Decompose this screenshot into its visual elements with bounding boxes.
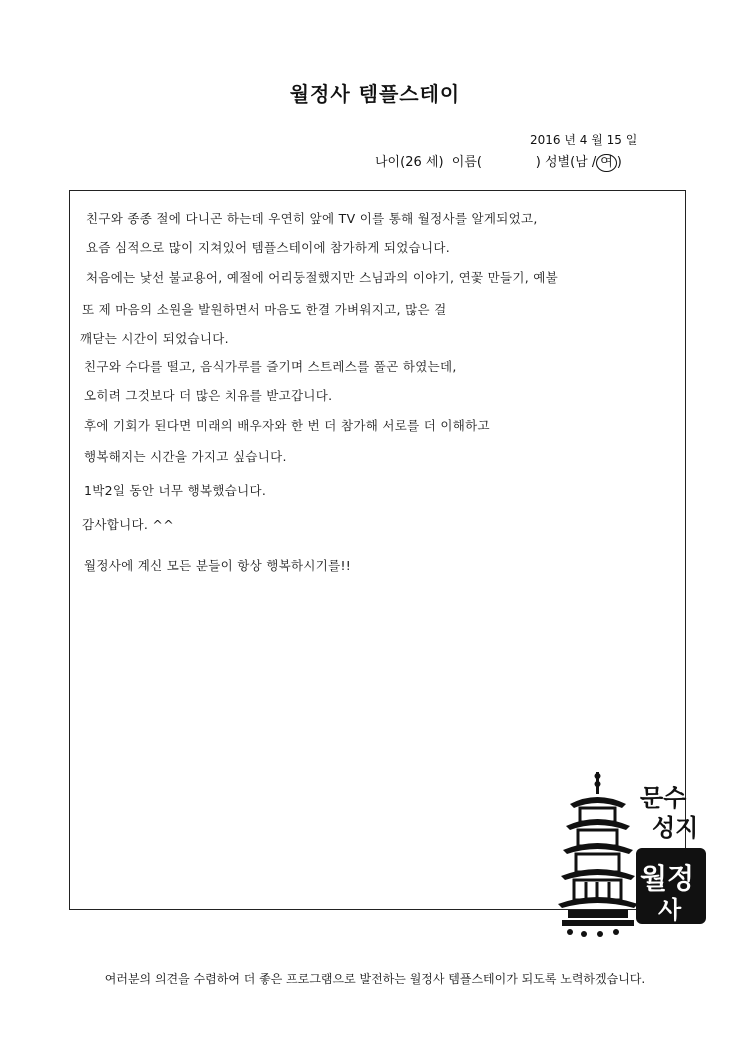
name-label: 이름(	[451, 155, 482, 170]
name-close: )	[535, 155, 541, 170]
letter-line: 행복해지는 시간을 가지고 싶습니다.	[84, 449, 287, 464]
seal-text-mid: 성지	[652, 814, 699, 842]
letter-line: 월정사에 계신 모든 분들이 항상 행복하시기를!!	[84, 558, 352, 573]
letter-line: 깨닫는 시간이 되었습니다.	[80, 331, 229, 346]
age-unit: 세)	[425, 155, 444, 170]
age-value: 26	[405, 155, 422, 170]
info-line	[375, 151, 622, 172]
letter-line: 오히려 그것보다 더 많은 치유를 받고갑니다.	[84, 388, 333, 403]
letter-line: 또 제 마음의 소원을 발원하면서 마음도 한결 가벼워지고, 많은 걸	[82, 302, 447, 317]
form-title: 월정사 템플스테이	[289, 82, 461, 106]
date-field: 2016 년 4 월 15 일	[530, 133, 638, 147]
letter-line: 후에 기회가 된다면 미래의 배우자와 한 번 더 참가해 서로를 더 이해하고	[84, 418, 490, 433]
seal-text-main: 월정	[640, 862, 695, 895]
pagoda-icon	[558, 772, 638, 937]
letter-line: 처음에는 낯선 불교용어, 예절에 어리둥절했지만 스님과의 이야기, 연꽃 만들기, 예불	[86, 270, 559, 285]
gender-label: 성별(남 /	[544, 155, 597, 170]
seal-text-top: 문수	[640, 784, 687, 812]
woljeongsa-seal-logo	[548, 768, 718, 948]
letter-line: 친구와 수다를 떨고, 음식가루를 즐기며 스트레스를 풀곤 하였는데,	[84, 359, 457, 374]
letter-line: 감사합니다. ^^	[82, 517, 174, 532]
gender-selected: 여	[596, 154, 617, 172]
letter-line: 친구와 종종 절에 다니곤 하는데 우연히 앞에 TV 이를 통해 월정사를 알게되었고,	[86, 211, 538, 226]
letter-line: 요즘 심적으로 많이 지쳐있어 템플스테이에 참가하게 되었습니다.	[86, 240, 451, 255]
age-label: 나이(	[375, 155, 406, 170]
letter-line: 1박2일 동안 너무 행복했습니다.	[84, 483, 267, 498]
gender-close: )	[616, 155, 622, 170]
footer-note: 여러분의 의견을 수렴하여 더 좋은 프로그램으로 발전하는 월정사 템플스테이가 되도록 노력하겠습니다.	[104, 972, 646, 986]
seal-text-bottom: 사	[658, 896, 682, 924]
